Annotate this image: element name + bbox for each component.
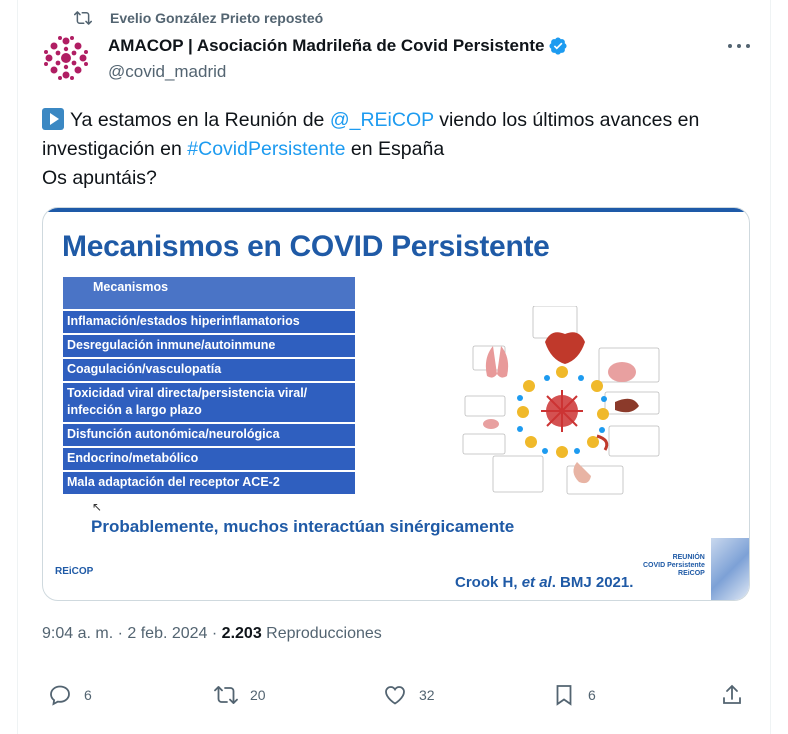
tweet-meta — [42, 625, 382, 643]
mechanism-row: Inflamación/estados hiperinflamatorios — [63, 311, 355, 333]
column-border-left — [17, 0, 18, 734]
like-count: 32 — [419, 687, 435, 703]
meta-separator: · — [207, 625, 222, 642]
verified-badge-icon[interactable] — [548, 36, 568, 56]
citation-etal: et al — [521, 574, 552, 591]
share-icon — [720, 683, 744, 707]
hashtag-link[interactable]: #CovidPersistente — [187, 138, 346, 160]
tweet-text — [42, 106, 762, 193]
mechanism-row: Coagulación/vasculopatía — [63, 359, 355, 381]
reply-count: 6 — [84, 687, 92, 703]
bookmark-button[interactable] — [552, 683, 596, 707]
slide-citation — [455, 574, 633, 591]
repost-icon — [214, 683, 238, 707]
slide-title: Mecanismos en COVID Persistente — [62, 230, 550, 263]
repost-text[interactable]: Evelio González Prieto reposteó — [110, 10, 324, 26]
share-button[interactable] — [720, 683, 756, 707]
covid-organs-diagram — [457, 306, 667, 502]
amacop-logo-icon — [41, 33, 91, 83]
heart-icon — [383, 683, 407, 707]
mechanisms-table-header: Mecanismos — [63, 277, 355, 309]
tweet-text-line2: Os apuntáis? — [42, 167, 157, 189]
reunion-logo — [643, 554, 705, 578]
slide-top-bar — [43, 208, 749, 212]
mechanism-row: Desregulación inmune/autoinmune — [63, 335, 355, 357]
mouse-cursor-icon: ↖ — [92, 500, 103, 514]
repost-count: 20 — [250, 687, 266, 703]
tweet-text-part: Ya estamos en la Reunión de — [70, 109, 330, 131]
play-button-emoji-icon — [42, 108, 64, 130]
author-name-row[interactable] — [108, 36, 568, 56]
tweet-text-part: en España — [345, 138, 445, 160]
mechanism-row: Endocrino/metabólico — [63, 448, 355, 470]
reply-icon — [48, 683, 72, 707]
slide-subtitle: Probablemente, muchos interactúan sinérgicamente — [91, 517, 515, 536]
author-handle[interactable]: @covid_madrid — [108, 62, 227, 81]
column-border-right — [770, 0, 771, 734]
like-button[interactable] — [383, 683, 435, 707]
author-block — [108, 36, 568, 82]
tweet-date[interactable]: 2 feb. 2024 — [127, 625, 208, 642]
reicop-logo — [55, 566, 93, 577]
repost-header[interactable] — [74, 9, 323, 27]
mechanisms-table — [63, 277, 355, 496]
mechanism-row: Toxicidad viral directa/persistencia viral/ infección a largo plazo — [63, 383, 355, 422]
tweet-text-part: viendo los últimos avances en investigación en — [42, 109, 700, 160]
citation-author: Crook H, — [455, 574, 522, 591]
avatar[interactable] — [41, 33, 91, 83]
bookmark-icon — [552, 683, 576, 707]
reply-button[interactable] — [48, 683, 92, 707]
bookmark-count: 6 — [588, 687, 596, 703]
mechanism-row: Mala adaptación del receptor ACE-2 — [63, 472, 355, 494]
tweet-time[interactable]: 9:04 a. m. — [42, 625, 114, 642]
repost-button[interactable] — [214, 683, 266, 707]
tweet-actions — [42, 683, 754, 711]
reicop-logo-text: REiCOP — [55, 566, 94, 577]
more-options-icon[interactable] — [728, 38, 750, 54]
meta-separator: · — [113, 625, 128, 642]
mechanism-row: Disfunción autonómica/neurológica — [63, 424, 355, 446]
views-count: 2.203 — [221, 625, 262, 642]
citation-rest: . BMJ 2021. — [551, 574, 634, 591]
author-name[interactable]: AMACOP | Asociación Madrileña de Covid Persistente — [108, 36, 545, 55]
reunion-logo-line: REiCOP — [678, 570, 705, 577]
mention-link[interactable]: @_REiCOP — [329, 109, 434, 131]
slide-corner-decoration — [711, 538, 750, 601]
reunion-logo-line: COVID Persistente — [643, 562, 705, 569]
reunion-logo-line: REUNIÓN — [672, 554, 705, 561]
views-label: Reproducciones — [261, 625, 382, 642]
repost-icon — [74, 9, 92, 27]
tweet-media-image[interactable] — [42, 207, 750, 601]
